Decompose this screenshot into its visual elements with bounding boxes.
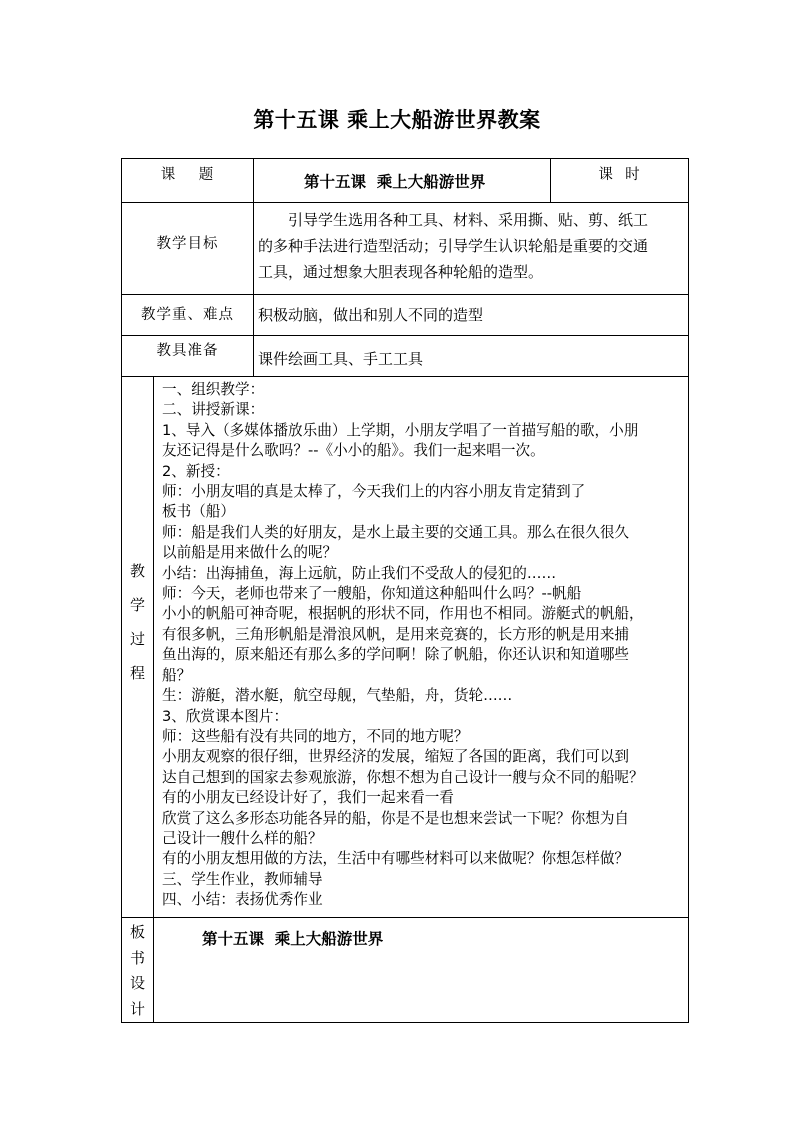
materials-value: 课件绘画工具、手工工具	[258, 350, 424, 368]
topic-value-cell	[254, 159, 551, 203]
process-line: 有很多帆，三角形帆船是滑浪风帆，是用来竞赛的，长方形的帆是用来捕	[162, 625, 630, 643]
process-line: 二、讲授新课：	[162, 401, 265, 419]
process-line: 小结：出海捕鱼，海上远航，防止我们不受敌人的侵犯的……	[162, 564, 557, 582]
process-line: 1、导入（多媒体播放乐曲）上学期，小朋友学唱了一首描写船的歌，小朋	[162, 421, 639, 439]
process-line: 船？	[162, 666, 192, 684]
process-line: 欣赏了这么多形态功能各异的船，你是不是也想来尝试一下呢？你想为自	[162, 809, 630, 827]
process-line: 己设计一艘什么样的船？	[162, 829, 323, 847]
board-label-char: 书	[129, 948, 145, 967]
process-line: 3、欣赏课本图片：	[162, 707, 289, 725]
process-line: 师：小朋友唱的真是太棒了，今天我们上的内容小朋友肯定猜到了	[162, 483, 586, 501]
board-label-char: 板	[129, 923, 145, 941]
process-line: 板书（船）	[162, 503, 235, 521]
process-line: 师：今天，老师也带来了一艘船，你知道这种船叫什么吗？--帆船	[162, 585, 582, 603]
materials-row	[122, 336, 689, 377]
lesson-plan-table	[121, 158, 689, 1023]
board-label-char: 设	[129, 974, 145, 992]
period-label: 课 时	[598, 167, 641, 183]
objective-row	[122, 203, 689, 295]
process-label-char: 程	[129, 664, 145, 682]
document-title: 第十五课 乘上大船游世界教案	[253, 107, 541, 132]
objective-line: 引导学生选用各种工具、材料、采用撕、贴、剪、纸工	[288, 211, 649, 229]
board-value: 第十五课 乘上大船游世界	[202, 929, 384, 948]
process-line: 2、新授：	[162, 462, 230, 480]
process-line: 师：这些船有没有共同的地方，不同的地方呢？	[162, 727, 469, 745]
topic-row	[122, 159, 689, 203]
process-line: 生：游艇，潜水艇，航空母舰，气垫船，舟，货轮……	[162, 687, 513, 705]
objective-value-cell	[254, 203, 689, 295]
period-label-cell	[551, 159, 689, 203]
process-label-cell	[122, 377, 154, 918]
process-line: 友还记得是什么歌吗？--《小小的船》。我们一起来唱一次。	[162, 442, 545, 460]
process-line: 鱼出海的，原来船还有那么多的学问啊！除了帆船，你还认识和知道哪些	[162, 646, 630, 664]
process-line: 师：船是我们人类的好朋友，是水上最主要的交通工具。那么在很久很久	[162, 523, 630, 541]
process-line: 小朋友观察的很仔细，世界经济的发展，缩短了各国的距离，我们可以到	[162, 748, 630, 766]
process-content-cell	[154, 377, 689, 918]
materials-label-cell	[122, 336, 254, 377]
board-label-char: 计	[129, 999, 145, 1018]
process-line: 一、组织教学：	[162, 381, 265, 398]
objective-line: 的多种手法进行造型活动；引导学生认识轮船是重要的交通	[258, 237, 649, 255]
process-line: 四、小结：表扬优秀作业	[162, 891, 323, 909]
topic-label: 课 题	[160, 167, 215, 183]
topic-value: 第十五课 乘上大船游世界	[304, 172, 486, 191]
process-row	[122, 377, 689, 918]
process-line: 以前船是用来做什么的呢？	[162, 544, 338, 562]
objective-label: 教学目标	[156, 235, 219, 252]
board-value-cell	[154, 918, 689, 1023]
board-design-row	[122, 918, 689, 1023]
process-label-char: 过	[129, 630, 145, 648]
process-label-char: 教	[129, 562, 145, 580]
topic-label-cell	[122, 159, 254, 203]
process-line: 三、学生作业，教师辅导	[162, 870, 323, 888]
key-points-label: 教学重、难点	[141, 307, 234, 323]
materials-value-cell	[254, 336, 689, 377]
process-line: 达自己想到的国家去参观旅游，你想不想为自己设计一艘与众不同的船呢？	[162, 768, 644, 786]
board-label-cell	[122, 918, 154, 1023]
objective-line: 工具，通过想象大胆表现各种轮船的造型。	[258, 263, 544, 281]
process-label-char: 学	[129, 596, 145, 614]
key-points-row	[122, 295, 689, 336]
process-line: 有的小朋友已经设计好了，我们一起来看一看	[162, 789, 454, 807]
process-line: 有的小朋友想用做的方法，生活中有哪些材料可以来做呢？你想怎样做？	[162, 850, 630, 868]
key-points-value-cell	[254, 295, 689, 336]
objective-label-cell	[122, 203, 254, 295]
process-line: 小小的帆船可神奇呢，根据帆的形状不同，作用也不相同。游艇式的帆船，	[162, 605, 644, 623]
key-points-label-cell	[122, 295, 254, 336]
key-points-value: 积极动脑，做出和别人不同的造型	[258, 306, 484, 324]
materials-label: 教具准备	[156, 343, 219, 359]
